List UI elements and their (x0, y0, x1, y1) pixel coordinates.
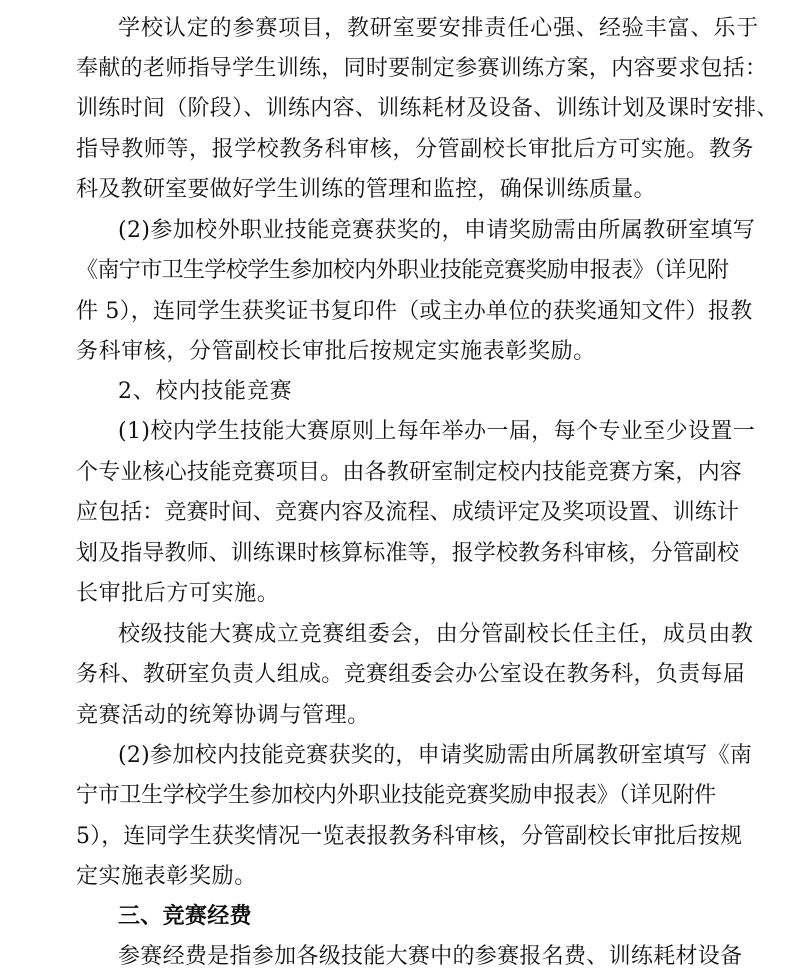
text-line-21: 5），连同学生获奖情况一览表报教务科审核，分管副校长审批后按规 (76, 824, 743, 849)
section-subheading (0, 377, 794, 407)
text-line-18: 竞赛活动的统筹协调与管理。 (76, 703, 370, 728)
text-line-12: 个专业核心技能竞赛项目。由各教研室制定校内技能竞赛方案，内容 (76, 460, 743, 485)
paragraph-line (0, 741, 794, 771)
text-line-4: 指导教师等，报学校教务科审核，分管副校长审批后方可实施。教务 (76, 137, 755, 162)
text-line-13: 应包括：竞赛时间、竞赛内容及流程、成绩评定及奖项设置、训练计 (76, 500, 740, 525)
text-line-11: (1)校内学生技能大赛原则上每年举办一届，每个专业至少设置一 (118, 419, 756, 444)
paragraph-line (0, 458, 794, 488)
text-line-5: 科及教研室要做好学生训练的管理和监控，确保训练质量。 (76, 177, 656, 202)
paragraph-line (0, 337, 794, 367)
text-line-2: 奉献的老师指导学生训练，同时要制定参赛训练方案，内容要求包括： (76, 56, 768, 81)
paragraph-line (0, 175, 794, 205)
paragraph-line (0, 297, 794, 327)
text-line-9: 务科审核，分管副校长审批后按规定实施表彰奖励。 (76, 339, 596, 364)
paragraph-line (0, 701, 794, 731)
text-line-10: 2、校内技能竞赛 (118, 379, 293, 404)
paragraph-line (0, 417, 794, 447)
paragraph-line (0, 94, 794, 124)
text-line-22: 定实施表彰奖励。 (76, 864, 257, 889)
paragraph-line (0, 54, 794, 84)
text-line-19: (2)参加校内技能竞赛获奖的，申请奖励需由所属教研室填写《南 (118, 743, 753, 768)
paragraph-line (0, 822, 794, 852)
paragraph-line (0, 216, 794, 246)
text-line-24: 参赛经费是指参加各级技能大赛中的参赛报名费、训练耗材设备 (118, 944, 743, 969)
text-line-8: 件 5），连同学生获奖证书复印件（或主办单位的获奖通知文件）报教 (76, 299, 753, 324)
paragraph-line (0, 14, 794, 44)
paragraph-line (0, 862, 794, 892)
paragraph-line (0, 498, 794, 528)
paragraph-line (0, 135, 794, 165)
text-line-17: 务科、教研室负责人组成。竞赛组委会办公室设在教务科，负责每届 (76, 662, 746, 687)
text-line-23: 三、竞赛经费 (118, 904, 252, 929)
paragraph-line (0, 579, 794, 609)
text-line-14: 划及指导教师、训练课时核算标准等，报学校教务科审核，分管副校 (76, 541, 740, 566)
paragraph-line (0, 660, 794, 690)
paragraph-line (0, 539, 794, 569)
text-line-3: 训练时间（阶段）、训练内容、训练耗材及设备、训练计划及课时安排、 (76, 96, 779, 121)
text-line-7: 《南宁市卫生学校学生参加校内外职业技能竞赛奖励申报表》（详见附 (76, 258, 729, 283)
text-line-20: 宁市卫生学校学生参加校内外职业技能竞赛奖励申报表》（详见附件 (76, 783, 717, 808)
paragraph-line (0, 256, 794, 286)
text-line-16: 校级技能大赛成立竞赛组委会，由分管副校长任主任，成员由教 (118, 622, 754, 647)
text-line-15: 长审批后方可实施。 (76, 581, 280, 606)
section-heading (0, 902, 794, 932)
paragraph-line (0, 620, 794, 650)
text-line-1: 学校认定的参赛项目，教研室要安排责任心强、经验丰富、乐于 (118, 16, 760, 41)
text-line-6: (2)参加校外职业技能竞赛获奖的，申请奖励需由所属教研室填写 (118, 218, 756, 243)
paragraph-line (0, 781, 794, 811)
